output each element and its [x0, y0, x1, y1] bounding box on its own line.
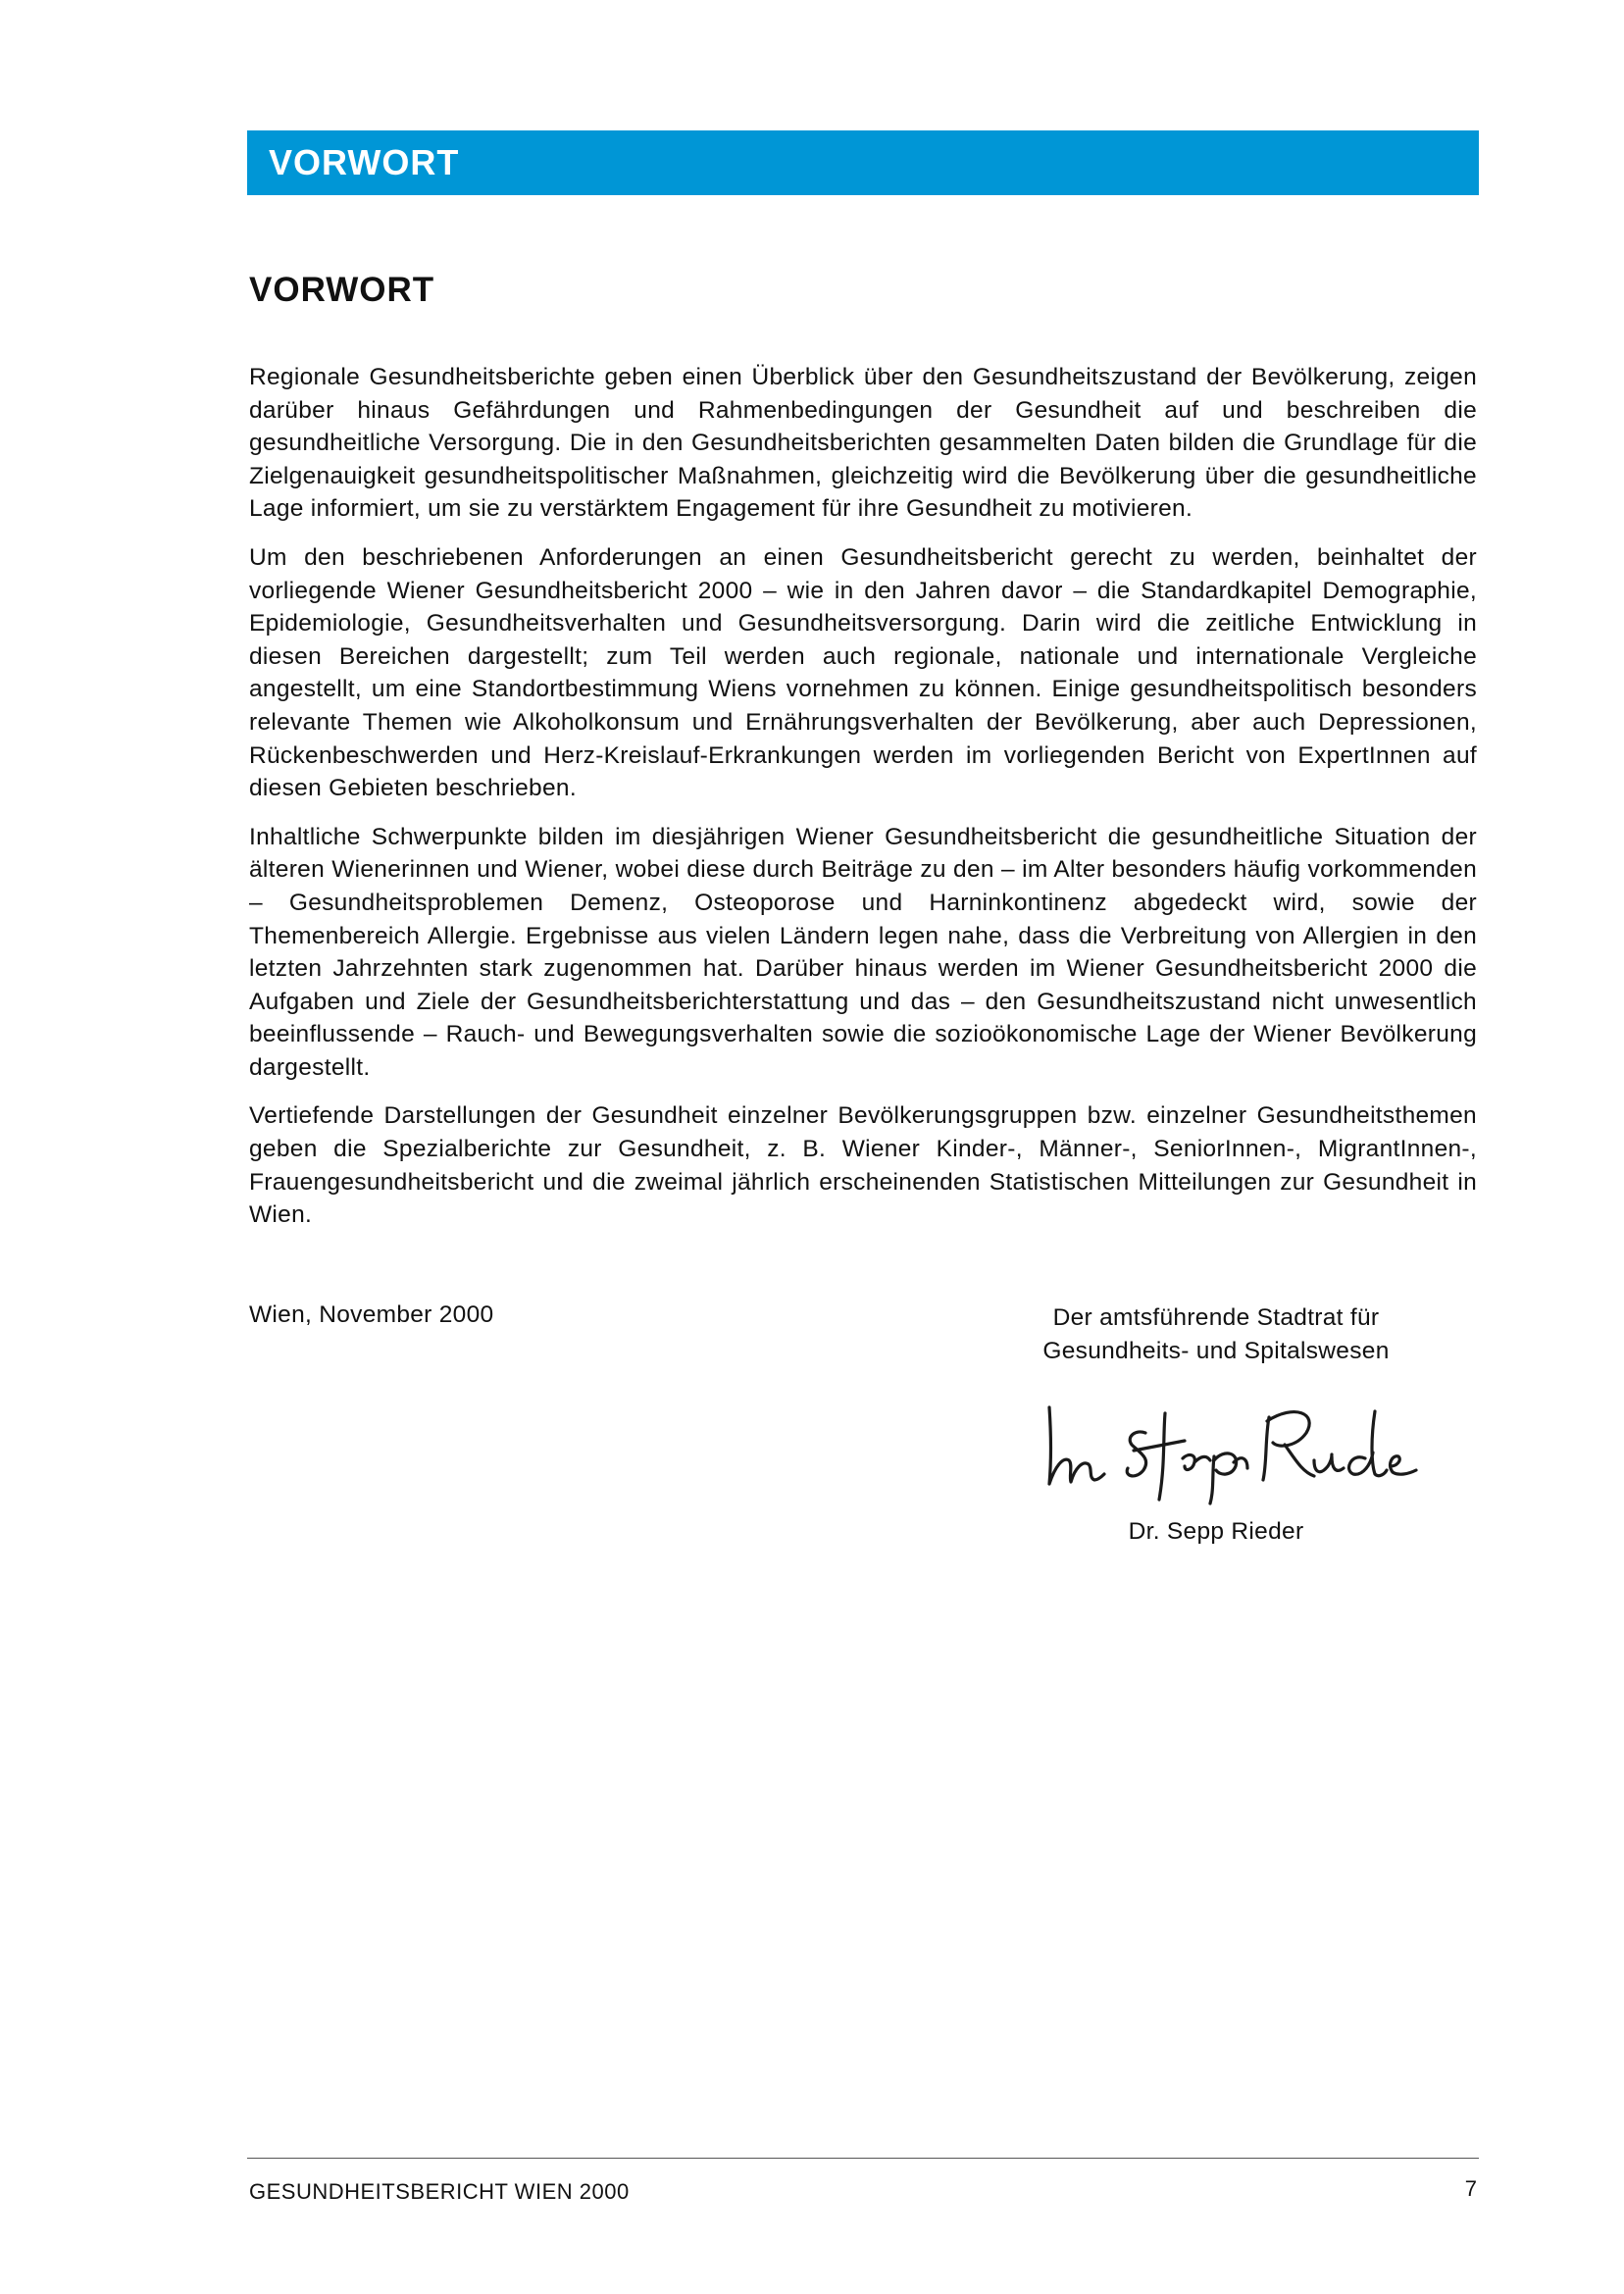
- chapter-banner: [247, 130, 1479, 195]
- paragraph-2: Um den beschriebenen Anforderungen an einen Gesundheitsbericht gerecht zu werden, beinhaltet der vorliegende Wiener Gesundheitsbericht 2000 – wie in den Jahren davor – die Standardkapitel Demographie, Epidemiologie, Gesundheitsverhalten und Gesundheitsversorgung. Darin wird die zeitliche Entwicklung in diesen Bereichen dargestellt; zum Teil werden auch regionale, nationale und internationale Vergleiche angestellt, um eine Standortbestimmung Wiens vornehmen zu können. Einige gesundheitspolitisch besonders relevante Themen wie Alkoholkonsum und Ernährungsverhalten der Bevölkerung, aber auch Depressionen, Rückenbeschwerden und Herz-Kreislauf-Erkrankungen werden im vorliegenden Bericht von ExpertInnen auf diesen Gebieten beschrieben.: [249, 543, 1477, 802]
- footer-title: GESUNDHEITSBERICHT WIEN 2000: [249, 2179, 630, 2204]
- signer-name: Dr. Sepp Rieder: [1128, 1518, 1304, 1545]
- banner-title: VORWORT: [269, 142, 460, 182]
- footer-divider: [247, 2158, 1479, 2159]
- paragraph-3: Inhaltliche Schwerpunkte bilden im diesjährigen Wiener Gesundheitsbericht die gesundheitliche Situation der älteren Wienerinnen und Wiener, wobei diese durch Beiträge zu den – im Alter besonders häufig vorkommenden – Gesundheitsproblemen Demenz, Osteoporose und Harninkontinenz abgedeckt wird, sowie der Themenbereich Allergie. Ergebnisse aus vielen Ländern legen nahe, dass die Verbreitung von Allergien in den letzten Jahrzehnten stark zugenommen hat. Darüber hinaus werden im Wiener Gesundheitsbericht 2000 die Aufgaben und Ziele der Gesundheitsberichterstattung und das – den Gesundheitszustand nicht unwesentlich beeinflussende – Rauch- und Bewegungsverhalten sowie die sozioökonomische Lage der Wiener Bevölkerung dargestellt.: [249, 823, 1477, 1081]
- signoff-line-1: Der amtsführende Stadtrat für: [1052, 1304, 1380, 1331]
- paragraph-1: Regionale Gesundheitsberichte geben einen Überblick über den Gesundheitszustand der Bevölkerung, zeigen darüber hinaus Gefährdungen und Rahmenbedingungen der Gesundheit auf und beschreiben die gesundheitliche Versorgung. Die in den Gesundheitsberichten gesammelten Daten bilden die Grundlage für die Zielgenauigkeit gesundheitspolitischer Maßnahmen, gleichzeitig wird die Bevölkerung über die gesundheitliche Lage informiert, um sie zu verstärktem Engagement für ihre Gesundheit zu motivieren.: [249, 364, 1477, 523]
- paragraph-4: Vertiefende Darstellungen der Gesundheit einzelner Bevölkerungsgruppen bzw. einzelner Gesundheitsthemen geben die Spezialberichte zur Gesundheit, z. B. Wiener Kinder-, Männer-, SeniorInnen-, MigrantInnen-, Frauengesundheitsbericht und die zweimal jährlich erscheinenden Statistischen Mitteilungen zur Gesundheit in Wien.: [249, 1102, 1477, 1229]
- place-date: Wien, November 2000: [249, 1301, 494, 1328]
- signoff-line-2: Gesundheits- und Spitalswesen: [1042, 1338, 1390, 1364]
- handwritten-signature: [1038, 1378, 1420, 1505]
- page-number: 7: [1464, 2176, 1477, 2201]
- section-heading: VORWORT: [249, 271, 435, 309]
- signoff-block: [981, 1301, 1451, 1368]
- body-text: [249, 361, 1477, 1248]
